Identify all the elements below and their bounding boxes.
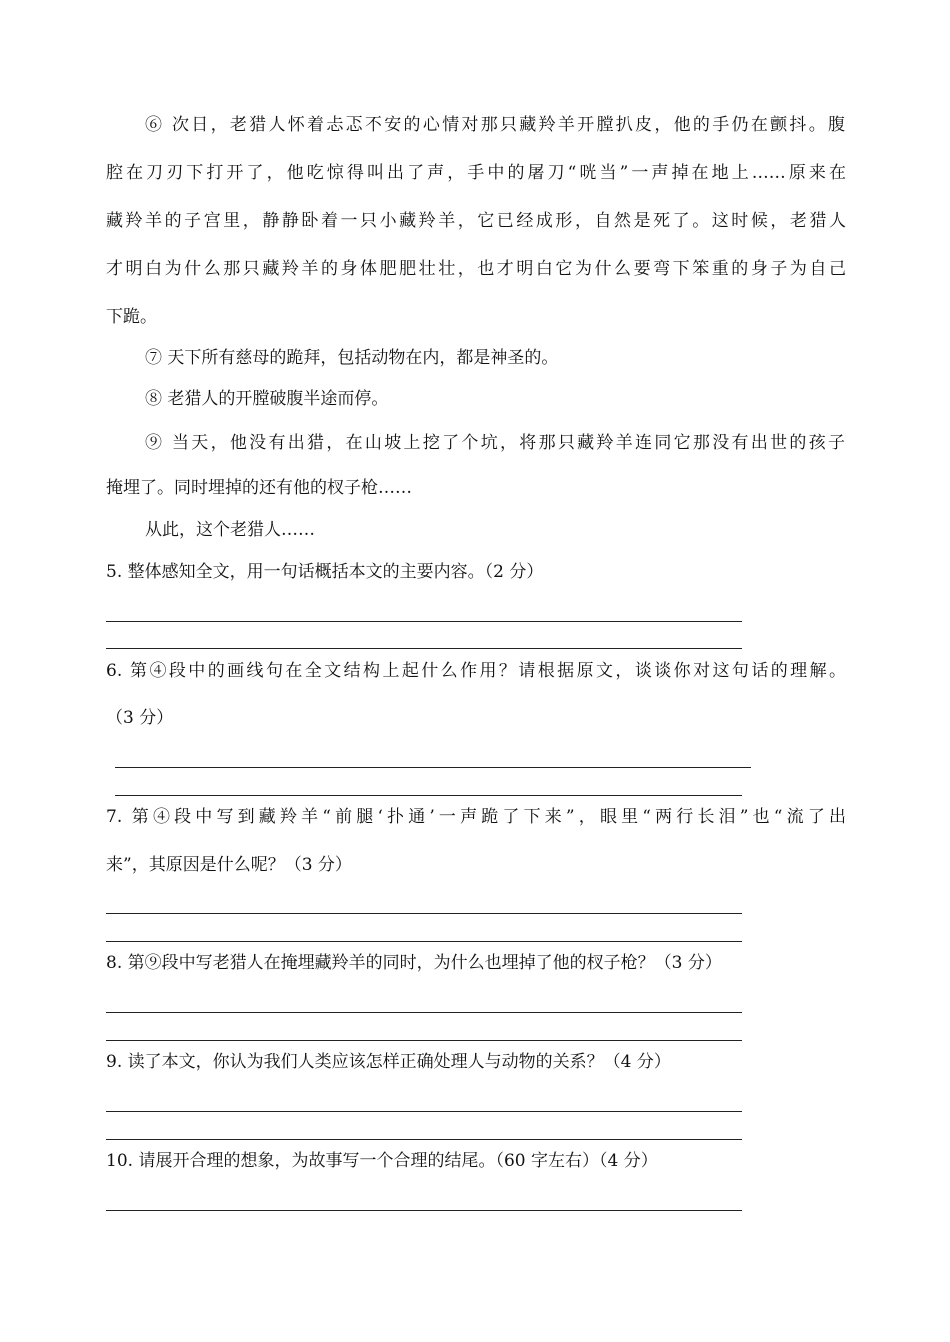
question-7-line-1: 7. 第④段中写到藏羚羊“前腿‘扑通’一声跪了下来”，眼里“两行长泪”也“流了出 [106,807,846,827]
passage-p9-line-1: ⑨ 当天，他没有出猎，在山坡上挖了个坑，将那只藏羚羊连同它那没有出世的孩子 [145,433,845,453]
question-7-line-2: 来”，其原因是什么呢？（3 分） [106,855,352,875]
passage-p6-line-1: ⑥ 次日，老猎人怀着忐忑不安的心情对那只藏羚羊开膛扒皮，他的手仍在颤抖。腹 [145,115,845,135]
answer-line-q9-2 [106,1139,742,1140]
answer-line-q9-1 [106,1111,742,1112]
answer-line-q6-2 [115,795,742,796]
question-9: 9. 读了本文，你认为我们人类应该怎样正确处理人与动物的关系？（4 分） [106,1052,671,1072]
passage-p6-line-2: 腔在刀刃下打开了，他吃惊得叫出了声，手中的屠刀“咣当”一声掉在地上……原来在 [106,163,846,183]
answer-line-q5-2 [106,648,742,649]
question-6-line-2: （3 分） [106,708,174,728]
passage-p6-line-3: 藏羚羊的子宫里，静静卧着一只小藏羚羊，它已经成形，自然是死了。这时候，老猎人 [106,211,846,231]
question-5: 5. 整体感知全文，用一句话概括本文的主要内容。（2 分） [106,562,544,582]
answer-line-q10-1 [106,1210,742,1211]
answer-line-q8-2 [106,1040,742,1041]
passage-p8: ⑧ 老猎人的开膛破腹半途而停。 [145,389,389,409]
passage-p6-line-4: 才明白为什么那只藏羚羊的身体肥肥壮壮，也才明白它为什么要弯下笨重的身子为自己 [106,259,846,279]
question-8: 8. 第⑨段中写老猎人在掩埋藏羚羊的同时，为什么也埋掉了他的杈子枪？（3 分） [106,953,722,973]
question-10: 10. 请展开合理的想象，为故事写一个合理的结尾。（60 字左右）（4 分） [106,1151,658,1171]
answer-line-q7-1 [106,913,742,914]
answer-line-q5-1 [106,621,742,622]
passage-p6-line-5: 下跪。 [106,307,157,327]
passage-ending: 从此，这个老猎人…… [145,520,315,540]
answer-line-q6-1 [115,767,751,768]
question-6-line-1: 6. 第④段中的画线句在全文结构上起什么作用？请根据原文，谈谈你对这句话的理解。 [106,661,846,681]
answer-line-q8-1 [106,1012,742,1013]
passage-p7: ⑦ 天下所有慈母的跪拜，包括动物在内，都是神圣的。 [145,348,559,368]
answer-line-q7-2 [106,941,742,942]
passage-p9-line-2: 掩埋了。同时埋掉的还有他的杈子枪…… [106,478,412,498]
